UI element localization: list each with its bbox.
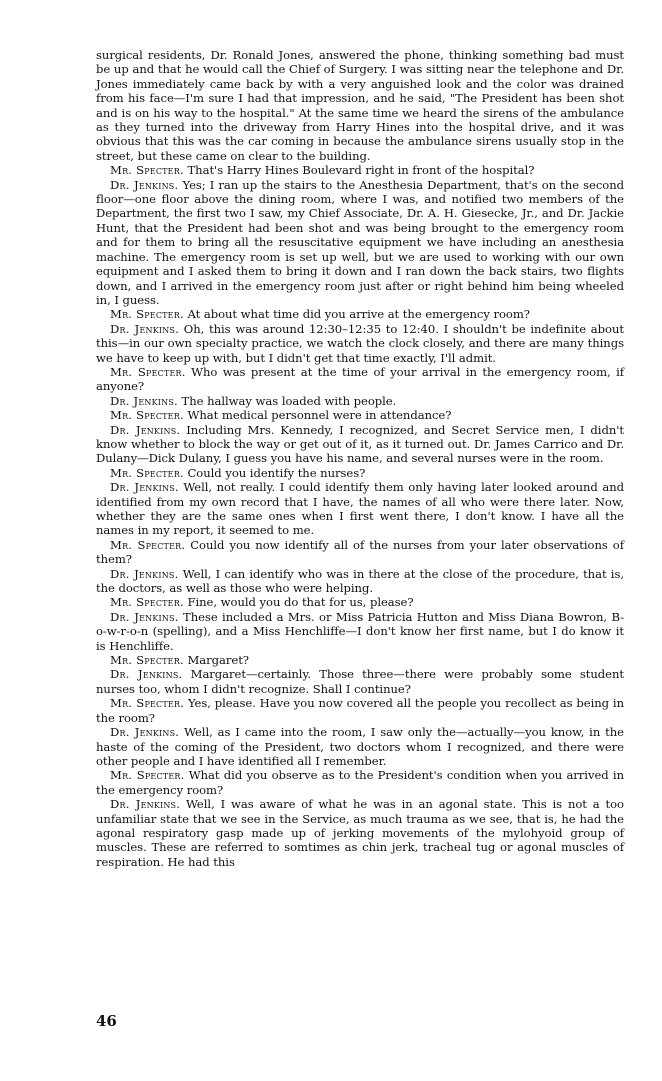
speaker-label: Mr. Specter.: [110, 364, 186, 379]
paragraph-18: [96, 725, 624, 768]
paragraph-text: That's Harry Hines Boulevard right in front of the hospital?: [187, 163, 535, 178]
page-number: 46: [96, 1012, 117, 1030]
paragraph-10: [96, 480, 624, 538]
paragraph-0: [96, 48, 624, 163]
paragraph-14: [96, 610, 624, 653]
paragraph-6: [96, 394, 624, 408]
paragraph-text: Margaret—certainly. Those three—there were probably some student nurses too, whom I didn't recognize. Shall I continue?: [96, 667, 624, 696]
speaker-label: Dr. Jenkins.: [110, 393, 178, 408]
paragraph-text: These included a Mrs. or Miss Patricia Hutton and Miss Diana Bowron, B-o-w-r-o-n (spelling), and a Miss Henchliffe—I don't know her first name, but I do know it is Henchliffe.: [96, 609, 624, 653]
paragraph-text: Well, I can identify who was in there at the close of the procedure, that is, the doctors, as well as those who were helping.: [96, 566, 624, 596]
speaker-label: Dr. Jenkins.: [110, 609, 179, 624]
paragraph-text: Could you now identify all of the nurses from your later observations of them?: [96, 537, 624, 567]
speaker-label: Dr. Jenkins.: [110, 177, 179, 192]
paragraph-5: [96, 365, 624, 394]
paragraph-text: Yes, please. Have you now covered all the people you recollect as being in the room?: [96, 696, 624, 725]
paragraph-20: [96, 797, 624, 869]
paragraph-text: Well, not really. I could identify them only having later looked around and identified from my own record that I have, the names of all who were there later. Now, whether they are the same ones when I first went there, I don't know. I have all the names in my report, it seemed to me.: [96, 480, 624, 538]
speaker-label: Mr. Specter.: [110, 163, 184, 178]
paragraph-7: [96, 408, 624, 422]
paragraph-text: Could you identify the nurses?: [187, 465, 366, 480]
speaker-label: Mr. Specter.: [110, 653, 184, 668]
paragraph-19: [96, 768, 624, 797]
speaker-label: Dr. Jenkins.: [110, 480, 179, 495]
paragraph-17: [96, 696, 624, 725]
paragraph-16: [96, 667, 624, 696]
paragraph-text: Yes; I ran up the stairs to the Anesthesia Department, that's on the second floor—one floor above the dining room, where I was, and notified two members of the Department, the first two I saw, my Chief Associate, Dr. A. H. Giesecke, Jr., and Dr. Jackie Hunt, that the President had been shot and was being brought to the emergency room and for them to bring all the resuscitative equipment we have including an anesthesia machine. The emergency room is set up well, but we are used to working with our own equipment and I asked them to bring it down and I ran down the back stairs, two flights down, and I arrived in the emergency room just after or right behind him being wheeled in, I guess.: [96, 177, 624, 307]
paragraph-text: Oh, this was around 12:30–12:35 to 12:40. I shouldn't be indefinite about this—in our own specialty practice, we watch the clock closely, and there are many things we have to keep up with, but I didn't get that time exactly, I'll admit.: [96, 321, 624, 365]
speaker-label: Dr. Jenkins.: [110, 321, 179, 336]
paragraph-text: surgical residents, Dr. Ronald Jones, answered the phone, thinking something bad must be up and that he would call the Chief of Surgery. I was sitting near the telephone and Dr. Jones immediately came back by with a very anguished look and the color was drained from his face—I'm sure I had that impression, and he said, "The President has been shot and is on his way to the hospital." At the same time we heard the sirens of the ambulance as they turned into the driveway from Harry Hines into the hospital drive, and it was obvious that this was the car coming in because the ambulance sirens usually stop in the street, but these came on clear to the building.: [96, 48, 624, 163]
paragraph-15: [96, 653, 624, 667]
speaker-label: Mr. Specter.: [110, 307, 184, 322]
paragraph-text: What did you observe as to the President's condition when you arrived in the emergency room?: [96, 768, 624, 797]
speaker-label: Dr. Jenkins.: [110, 667, 183, 682]
speaker-label: Mr. Specter.: [110, 768, 185, 783]
paragraph-13: [96, 595, 624, 609]
document-page: [96, 48, 624, 869]
speaker-label: Dr. Jenkins.: [110, 797, 181, 812]
paragraph-9: [96, 466, 624, 480]
paragraph-8: [96, 423, 624, 466]
speaker-label: Mr. Specter.: [110, 537, 186, 552]
paragraph-text: Well, I was aware of what he was in an agonal state. This is not a too unfamiliar state that we see in the Service, as much trauma as we see, that is, he had the agonal respiratory gasp made up of jerking movements of the mylohyoid group of muscles. These are referred to somtimes as chin jerk, tracheal tug or agonal muscles of respiration. He had this: [96, 797, 624, 869]
paragraph-text: Who was present at the time of your arrival in the emergency room, if anyone?: [96, 364, 624, 394]
paragraph-text: The hallway was loaded with people.: [181, 393, 397, 408]
paragraph-2: [96, 178, 624, 308]
paragraph-3: [96, 307, 624, 321]
paragraph-text: At about what time did you arrive at the emergency room?: [187, 307, 530, 322]
speaker-label: Dr. Jenkins.: [110, 422, 181, 437]
speaker-label: Dr. Jenkins.: [110, 566, 179, 581]
paragraph-1: [96, 163, 624, 177]
paragraph-text: Well, as I came into the room, I saw only the—actually—you know, in the haste of the coming of the President, two doctors whom I recognized, and there were other people and I have identified all I remember.: [96, 725, 624, 768]
paragraph-12: [96, 567, 624, 596]
speaker-label: Dr. Jenkins.: [110, 725, 180, 740]
speaker-label: Mr. Specter.: [110, 408, 184, 423]
speaker-label: Mr. Specter.: [110, 595, 184, 610]
speaker-label: Mr. Specter.: [110, 465, 184, 480]
paragraph-text: What medical personnel were in attendance?: [187, 408, 452, 423]
paragraph-4: [96, 322, 624, 365]
paragraph-text: Margaret?: [187, 653, 249, 668]
paragraph-text: Including Mrs. Kennedy, I recognized, and Secret Service men, I didn't know whether to block the way or get out of it, as it turned out. Dr. James Carrico and Dr. Dulany—Dick Dulany, I guess you have his name, and several nurses were in the room.: [96, 422, 624, 466]
paragraph-text: Fine, would you do that for us, please?: [187, 595, 414, 610]
speaker-label: Mr. Specter.: [110, 696, 185, 711]
paragraph-11: [96, 538, 624, 567]
